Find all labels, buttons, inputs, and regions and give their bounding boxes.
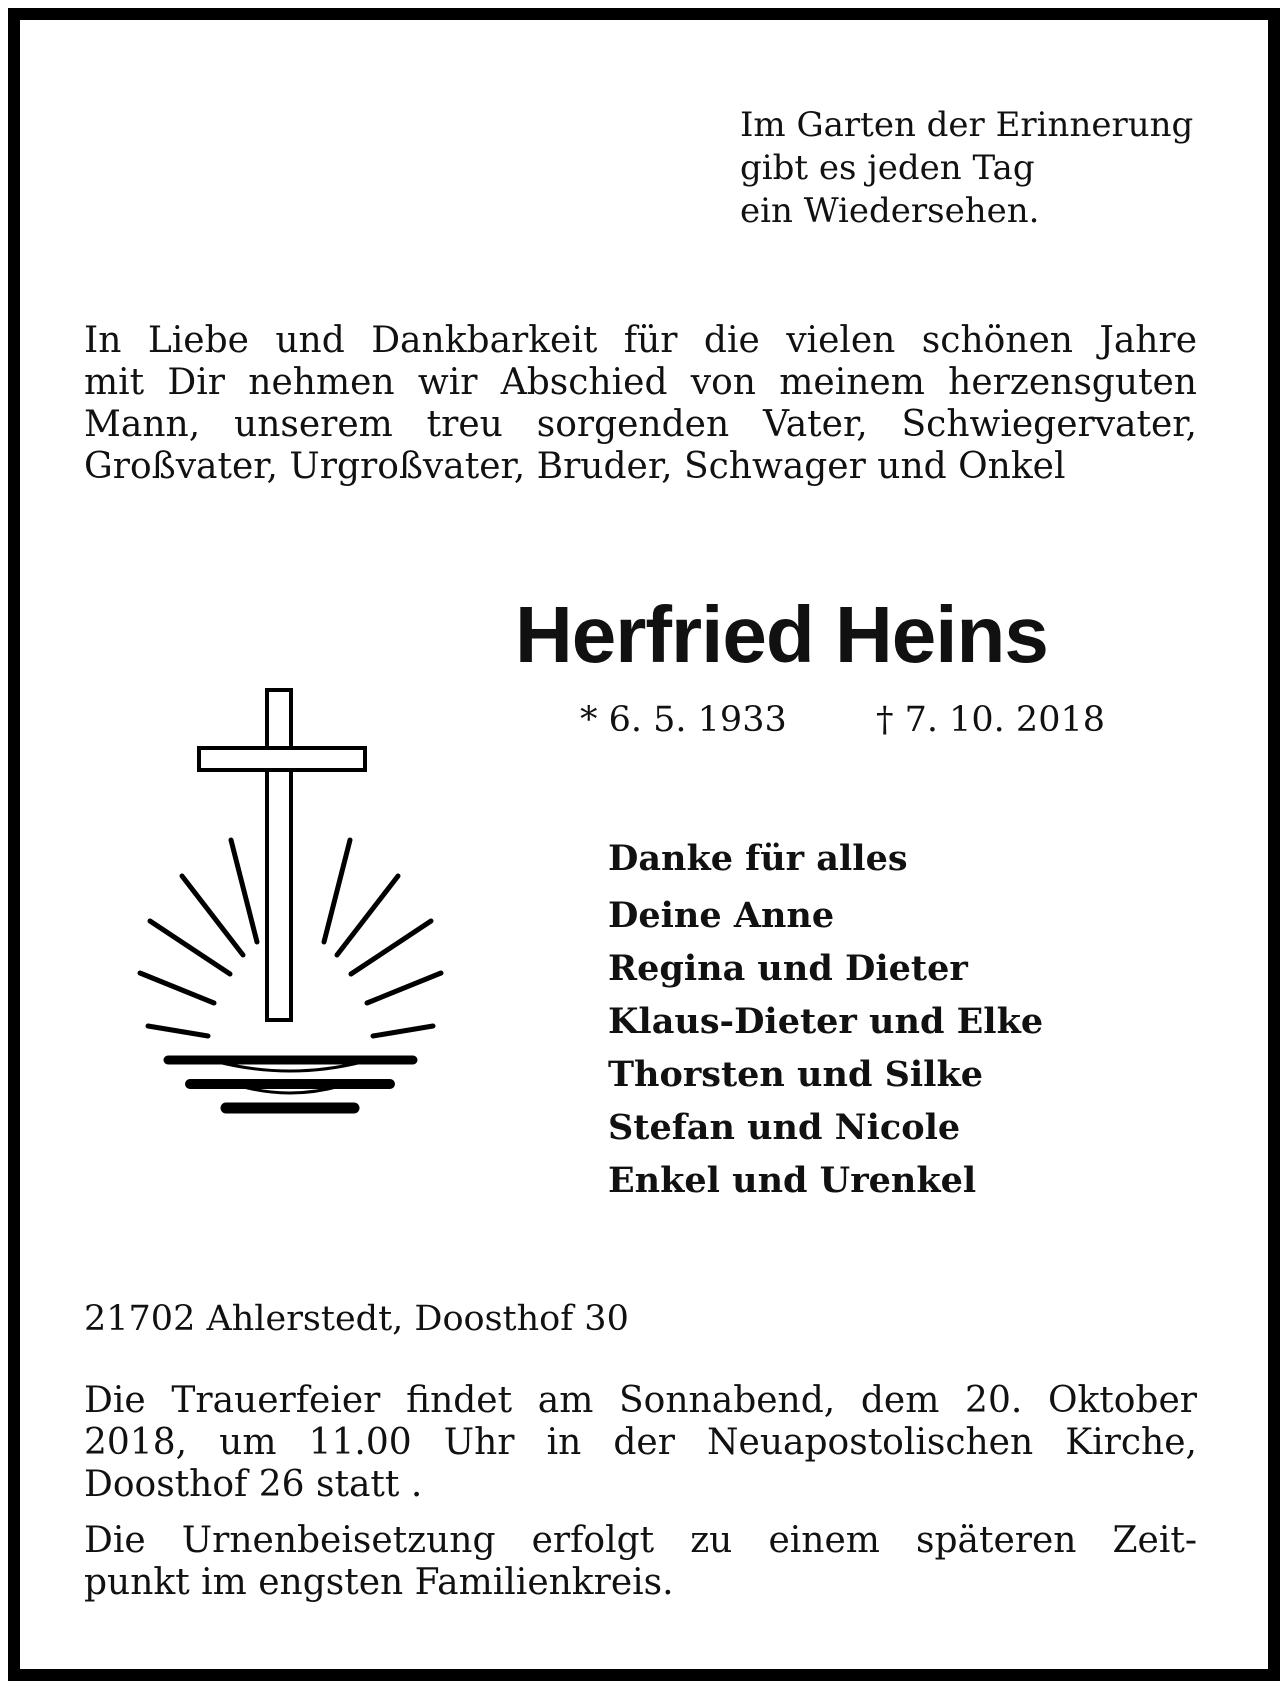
- funeral-ceremony-info: [84, 1380, 1197, 1506]
- intro-line: mit Dir nehmen wir Abschied von meinem herzensguten: [84, 362, 1197, 403]
- family-member: Deine Anne: [608, 895, 835, 936]
- quote-line: gibt es jeden Tag: [740, 148, 1035, 188]
- ceremony-line: 2018, um 11.00 Uhr in der Neuapostolischen Kirche,: [84, 1422, 1197, 1463]
- family-member: Enkel und Urenkel: [608, 1160, 977, 1201]
- urn-line: Die Urnenbeisetzung erfolgt zu einem späteren Zeit-: [84, 1520, 1197, 1561]
- intro-line: In Liebe und Dankbarkeit für die vielen schönen Jahre: [84, 320, 1197, 361]
- signoff-lead: Danke für alles: [608, 838, 908, 879]
- obituary-notice: [8, 8, 1280, 1681]
- quote-line: Im Garten der Erinnerung: [740, 105, 1194, 145]
- urn-line: punkt im engsten Familienkreis.: [84, 1562, 674, 1603]
- family-member: Thorsten und Silke: [608, 1054, 983, 1095]
- intro-line: Großvater, Urgroßvater, Bruder, Schwager und Onkel: [84, 446, 1066, 487]
- ceremony-line: Die Trauerfeier findet am Sonnabend, dem 20. Oktober: [84, 1380, 1197, 1421]
- ceremony-line: Doosthof 26 statt .: [84, 1464, 423, 1505]
- death-date: † 7. 10. 2018: [876, 700, 1106, 740]
- deceased-name: Herfried Heins: [515, 590, 1048, 679]
- intro-line: Mann, unserem treu sorgenden Vater, Schwiegervater,: [84, 404, 1197, 445]
- urn-burial-info: [84, 1520, 1197, 1604]
- family-signoff: [608, 832, 1043, 1207]
- memorial-quote: [740, 104, 1220, 233]
- family-member: Regina und Dieter: [608, 948, 968, 989]
- quote-line: ein Wiedersehen.: [740, 191, 1040, 231]
- family-address: 21702 Ahlerstedt, Doosthof 30: [84, 1299, 629, 1339]
- cross-sunrise-emblem-icon: [120, 680, 460, 1140]
- family-member: Stefan und Nicole: [608, 1107, 961, 1148]
- birth-date: * 6. 5. 1933: [580, 700, 787, 740]
- family-member: Klaus-Dieter und Elke: [608, 1001, 1044, 1042]
- intro-text: [84, 320, 1197, 488]
